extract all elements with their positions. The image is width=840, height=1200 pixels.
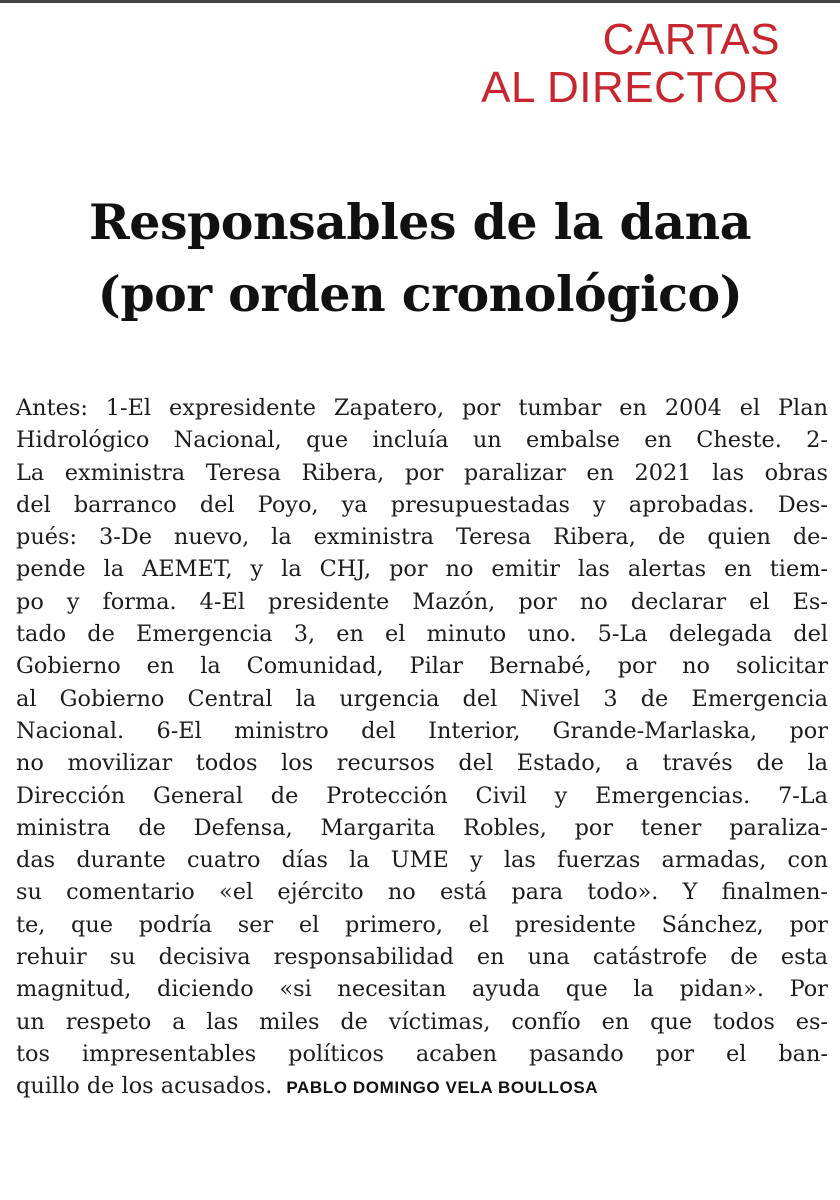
body-last-line <box>16 1070 828 1104</box>
body-line: Hidrológico Nacional, que incluía un embalse en Cheste. 2- <box>16 427 828 454</box>
headline-line-1: Responsables de la dana <box>89 193 751 251</box>
body-line: te, que podría ser el primero, el presidente Sánchez, por <box>16 911 828 938</box>
body-line: del barranco del Poyo, ya presupuestadas y aprobadas. Des- <box>16 491 828 518</box>
body-line: tado de Emergencia 3, en el minuto uno. 5-La delegada del <box>16 621 828 648</box>
section-label-line-2: AL DIRECTOR <box>481 63 780 112</box>
body-line: Antes: 1-El expresidente Zapatero, por tumbar en 2004 el Plan <box>16 395 828 421</box>
section-label-line-1: CARTAS <box>602 15 780 64</box>
body-line: rehuir su decisiva responsabilidad en una catástrofe de esta <box>16 944 828 971</box>
author-signature: PABLO DOMINGO VELA BOULLOSA <box>286 1078 599 1098</box>
section-label <box>481 16 780 112</box>
headline-line-2: (por orden cronológico) <box>97 265 743 323</box>
body-line: tos impresentables políticos acaben pasando por el ban- <box>16 1040 828 1067</box>
body-line: Nacional. 6-El ministro del Interior, Grande-Marlaska, por <box>16 717 828 744</box>
body-line: pende la AEMET, y la CHJ, por no emitir las alertas en tiem- <box>16 556 828 583</box>
body-line: Gobierno en la Comunidad, Pilar Bernabé, por no solicitar <box>16 653 828 680</box>
body-line: po y forma. 4-El presidente Mazón, por no declarar el Es- <box>16 588 828 615</box>
body-line: magnitud, diciendo «si necesitan ayuda que la pidan». Por <box>16 976 828 1003</box>
body-line: no movilizar todos los recursos del Estado, a través de la <box>16 750 828 777</box>
body-line: su comentario «el ejército no está para todo». Y finalmen- <box>16 879 828 906</box>
top-rule <box>0 0 840 3</box>
body-line: ministra de Defensa, Margarita Robles, por tener paraliza- <box>16 814 828 841</box>
body-line: quillo de los acusados. <box>16 1073 273 1100</box>
body-line: La exministra Teresa Ribera, por paralizar en 2021 las obras <box>16 459 828 486</box>
letter-body <box>16 392 828 1105</box>
body-line: Dirección General de Protección Civil y Emergencias. 7-La <box>16 782 828 809</box>
body-line: un respeto a las miles de víctimas, confío en que todos es- <box>16 1008 828 1035</box>
body-line: pués: 3-De nuevo, la exministra Teresa Ribera, de quien de- <box>16 524 828 551</box>
letter-headline <box>20 186 820 330</box>
body-line: das durante cuatro días la UME y las fuerzas armadas, con <box>16 847 828 874</box>
body-line: al Gobierno Central la urgencia del Nivel 3 de Emergencia <box>16 685 828 712</box>
